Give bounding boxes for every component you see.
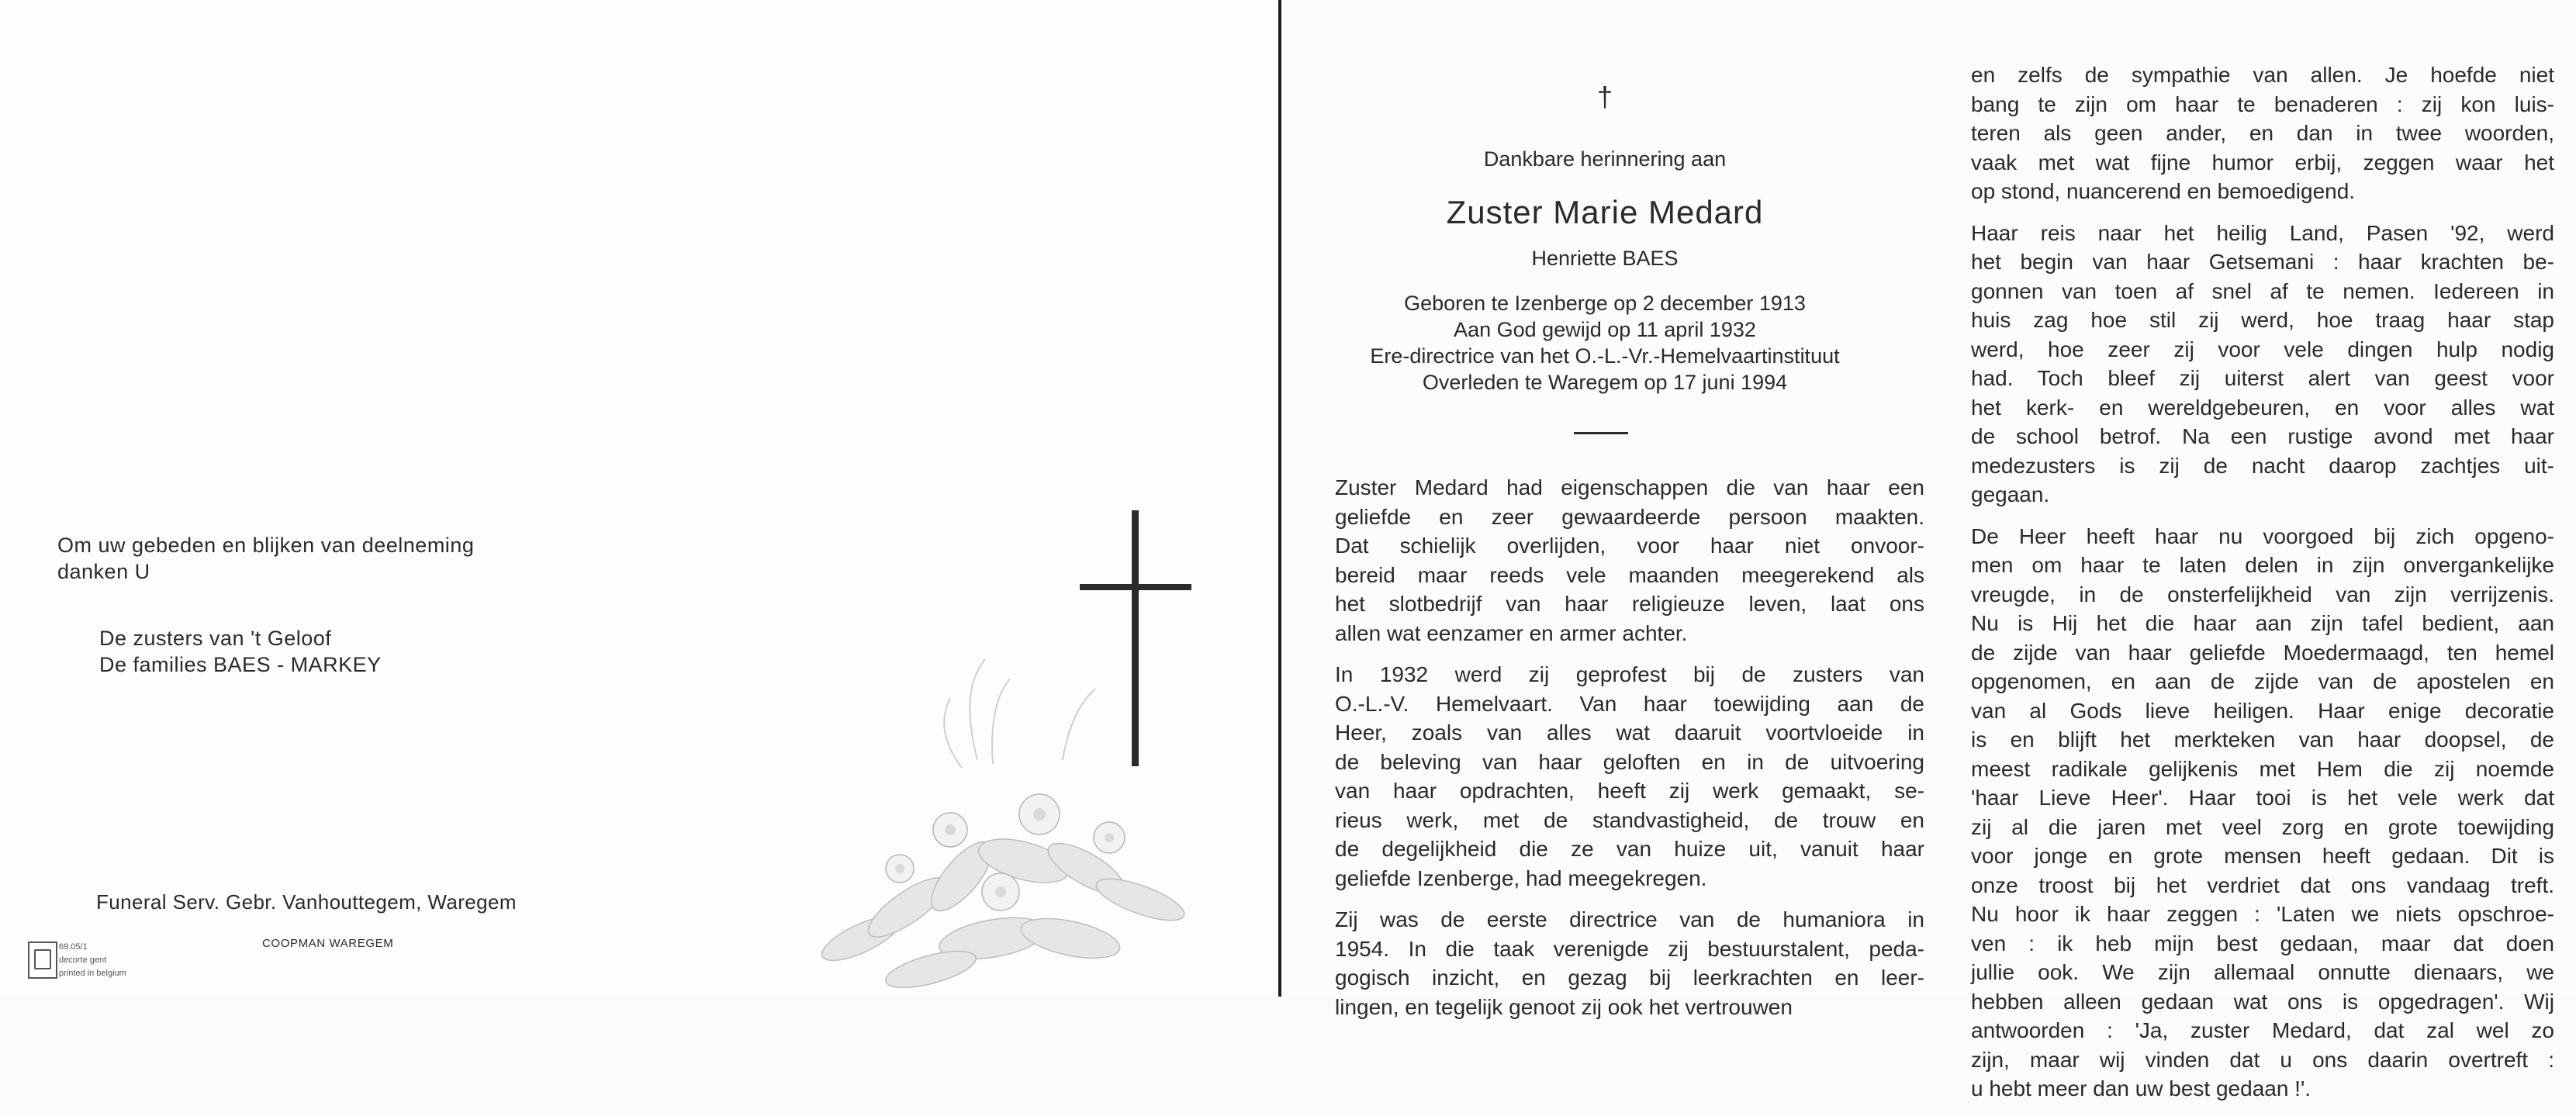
text-line: huis zag hoe stil zij werd, hoe traag haar stap xyxy=(1971,308,2554,332)
text-line: antwoorden : 'Ja, zuster Medard, dat zal wel zo xyxy=(1971,1018,2554,1042)
left-panel xyxy=(0,0,1278,997)
cross-flowers-illustration xyxy=(807,504,1210,1000)
stamp-line-1: 69.05/1 xyxy=(59,942,88,952)
paragraph xyxy=(1335,905,1924,1021)
text-line: van haar opdrachten, heeft zij werk gemaakt, se- xyxy=(1335,779,1924,803)
text-line: werd, hoe zeer zij voor vele dingen hulp nodig xyxy=(1971,337,2554,361)
text-line: hebben alleen gedaan wat ons is opgedragen'. Wij xyxy=(1971,989,2554,1014)
separator-line xyxy=(1574,432,1628,434)
text-line: gogisch inzicht, en gezag bij leerkrachten en leer- xyxy=(1335,966,1924,990)
deceased-name: Zuster Marie Medard xyxy=(1446,194,1764,230)
text-line: In 1932 werd zij geprofest bij de zusters van xyxy=(1335,662,1924,686)
text-line: bang te zijn om haar te benaderen : zij kon luis- xyxy=(1971,92,2554,116)
text-line: Heer, zoals van alles wat daaruit voortvloeide in xyxy=(1335,720,1924,745)
text-line: lingen, en tegelijk genoot zij ook het vertrouwen xyxy=(1335,994,1793,1019)
text-line: het begin van haar Getsemani : haar krachten be- xyxy=(1971,250,2554,274)
funeral-service: Funeral Serv. Gebr. Vanhouttegem, Waregem xyxy=(96,890,517,914)
fact-death: Overleden te Waregem op 17 juni 1994 xyxy=(1422,371,1788,394)
stamp-line-2: decorte gent xyxy=(59,955,107,965)
printer-name: COOPMAN WAREGEM xyxy=(262,937,394,950)
printer-logo-icon xyxy=(28,942,57,979)
text-line: Zij was de eerste directrice van de humaniora in xyxy=(1335,907,1924,931)
column-2 xyxy=(1971,60,2554,1116)
stamp-line-3: printed in belgium xyxy=(59,969,126,978)
text-line: vreugde, in de onsterfelijkheid van zijn verrijzenis. xyxy=(1971,582,2554,606)
signatory-2: De families BAES - MARKEY xyxy=(99,653,382,676)
paragraph xyxy=(1335,473,1924,648)
thanks-line-2: danken U xyxy=(57,560,150,583)
text-line: bereid maar reeds vele maanden meegerekend als xyxy=(1335,562,1924,587)
text-line: Zuster Medard had eigenschappen die van haar een xyxy=(1335,475,1924,499)
paragraph xyxy=(1971,60,2554,206)
text-line: Nu hoor ik haar zeggen : 'Laten we niets opschroe- xyxy=(1971,902,2554,926)
text-line: zij al die jaren met veel zorg en grote toewijding xyxy=(1971,814,2554,839)
text-line: zijn, maar wij vinden dat u ons daarin overtreft : xyxy=(1971,1047,2554,1072)
text-line: 1954. In die taak verenigde zij bestuurstalent, peda- xyxy=(1335,936,1924,961)
text-line: meest radikale gelijkenis met Hem die zij noemde xyxy=(1971,756,2554,781)
text-line: en zelfs de sympathie van allen. Je hoefde niet xyxy=(1971,63,2554,87)
text-line: Dat schielijk overlijden, voor haar niet onvoor- xyxy=(1335,534,1924,558)
life-facts xyxy=(1285,290,1925,396)
text-line: jullie ook. We zijn allemaal onnutte dienaars, we xyxy=(1971,960,2554,984)
text-line: gonnen van toen af snel af te nemen. Iedereen in xyxy=(1971,278,2554,303)
text-line: 'haar Lieve Heer'. Haar tooi is het vele werk dat xyxy=(1971,786,2554,810)
paragraph xyxy=(1971,522,2554,1104)
column-1 xyxy=(1335,473,1924,1034)
text-line: geliefde Izenberge, had meegekregen. xyxy=(1335,866,1707,890)
fact-birth: Geboren te Izenberge op 2 december 1913 xyxy=(1404,292,1806,315)
text-line: O.-L.-V. Hemelvaart. Van haar toewijding aan de xyxy=(1335,691,1924,716)
text-line: de school betrof. Na een rustige avond met haar xyxy=(1971,424,2554,448)
text-line: Nu is Hij het die haar aan zijn tafel bedient, aan xyxy=(1971,611,2554,635)
text-line: allen wat eenzamer en armer achter. xyxy=(1335,620,1688,645)
header-text: Dankbare herinnering aan xyxy=(1483,147,1727,171)
cross-vertical xyxy=(1132,510,1139,766)
fact-profession: Aan God gewijd op 11 april 1932 xyxy=(1454,318,1756,341)
cross-horizontal xyxy=(1080,584,1191,590)
text-line: voor jonge en grote mensen heeft gedaan. Dit is xyxy=(1971,844,2554,868)
text-line: had. Toch bleef zij uiterst alert van geest voor xyxy=(1971,366,2554,390)
text-line: opgenomen, en aan de zijde van de apostelen en xyxy=(1971,669,2554,693)
signatory-1: De zusters van 't Geloof xyxy=(99,627,332,650)
text-line: is en blijft het merkteken van haar doopsel, de xyxy=(1971,727,2554,751)
text-line: van al Gods lieve heiligen. Haar enige decoratie xyxy=(1971,698,2554,723)
text-line: geliefde en zeer gewaardeerde persoon maakten. xyxy=(1335,504,1924,529)
text-line: gegaan. xyxy=(1971,482,2050,506)
text-line: het slotbedrijf van haar religieuze leven, laat ons xyxy=(1335,592,1924,616)
fold-divider xyxy=(1278,0,1281,997)
text-line: het kerk- en wereldgebeuren, en voor alles wat xyxy=(1971,395,2554,420)
text-line: onze troost bij het verdriet dat ons vandaag treft. xyxy=(1971,872,2554,897)
fact-title: Ere-directrice van het O.-L.-Vr.-Hemelvaartinstituut xyxy=(1370,344,1840,368)
text-line: teren als geen ander, en dan in twee woorden, xyxy=(1971,121,2554,145)
text-line: de degelijkheid die ze van huize uit, vanuit haar xyxy=(1335,837,1924,861)
paragraph xyxy=(1971,219,2554,510)
text-line: de beleving van haar geloften en in de uitvoering xyxy=(1335,749,1924,774)
cross-symbol: † xyxy=(1596,81,1613,112)
right-panel xyxy=(1285,0,2576,1100)
text-line: Haar reis naar het heilig Land, Pasen '92, werd xyxy=(1971,220,2554,245)
text-line: u hebt meer dan uw best gedaan !'. xyxy=(1971,1076,2311,1100)
text-line: vaak met wat fijne humor erbij, zeggen waar het xyxy=(1971,150,2554,174)
text-line: ven : ik heb mijn best gedaan, maar dat doen xyxy=(1971,931,2554,955)
text-line: op stond, nuancerend en bemoedigend. xyxy=(1971,179,2356,203)
text-line: rieus werk, met de standvastigheid, de trouw en xyxy=(1335,807,1924,832)
thanks-line-1: Om uw gebeden en blijken van deelneming xyxy=(57,534,475,557)
paragraph xyxy=(1335,660,1924,893)
birth-name: Henriette BAES xyxy=(1531,247,1679,270)
text-line: de zijde van haar geliefde Moedermaagd, ten hemel xyxy=(1971,640,2554,665)
text-line: De Heer heeft haar nu voorgoed bij zich opgeno- xyxy=(1971,523,2554,548)
text-line: medezusters is zij de nacht daarop zachtjes uit- xyxy=(1971,453,2554,478)
text-line: men om haar te laten delen in zijn onvergankelijke xyxy=(1971,553,2554,577)
